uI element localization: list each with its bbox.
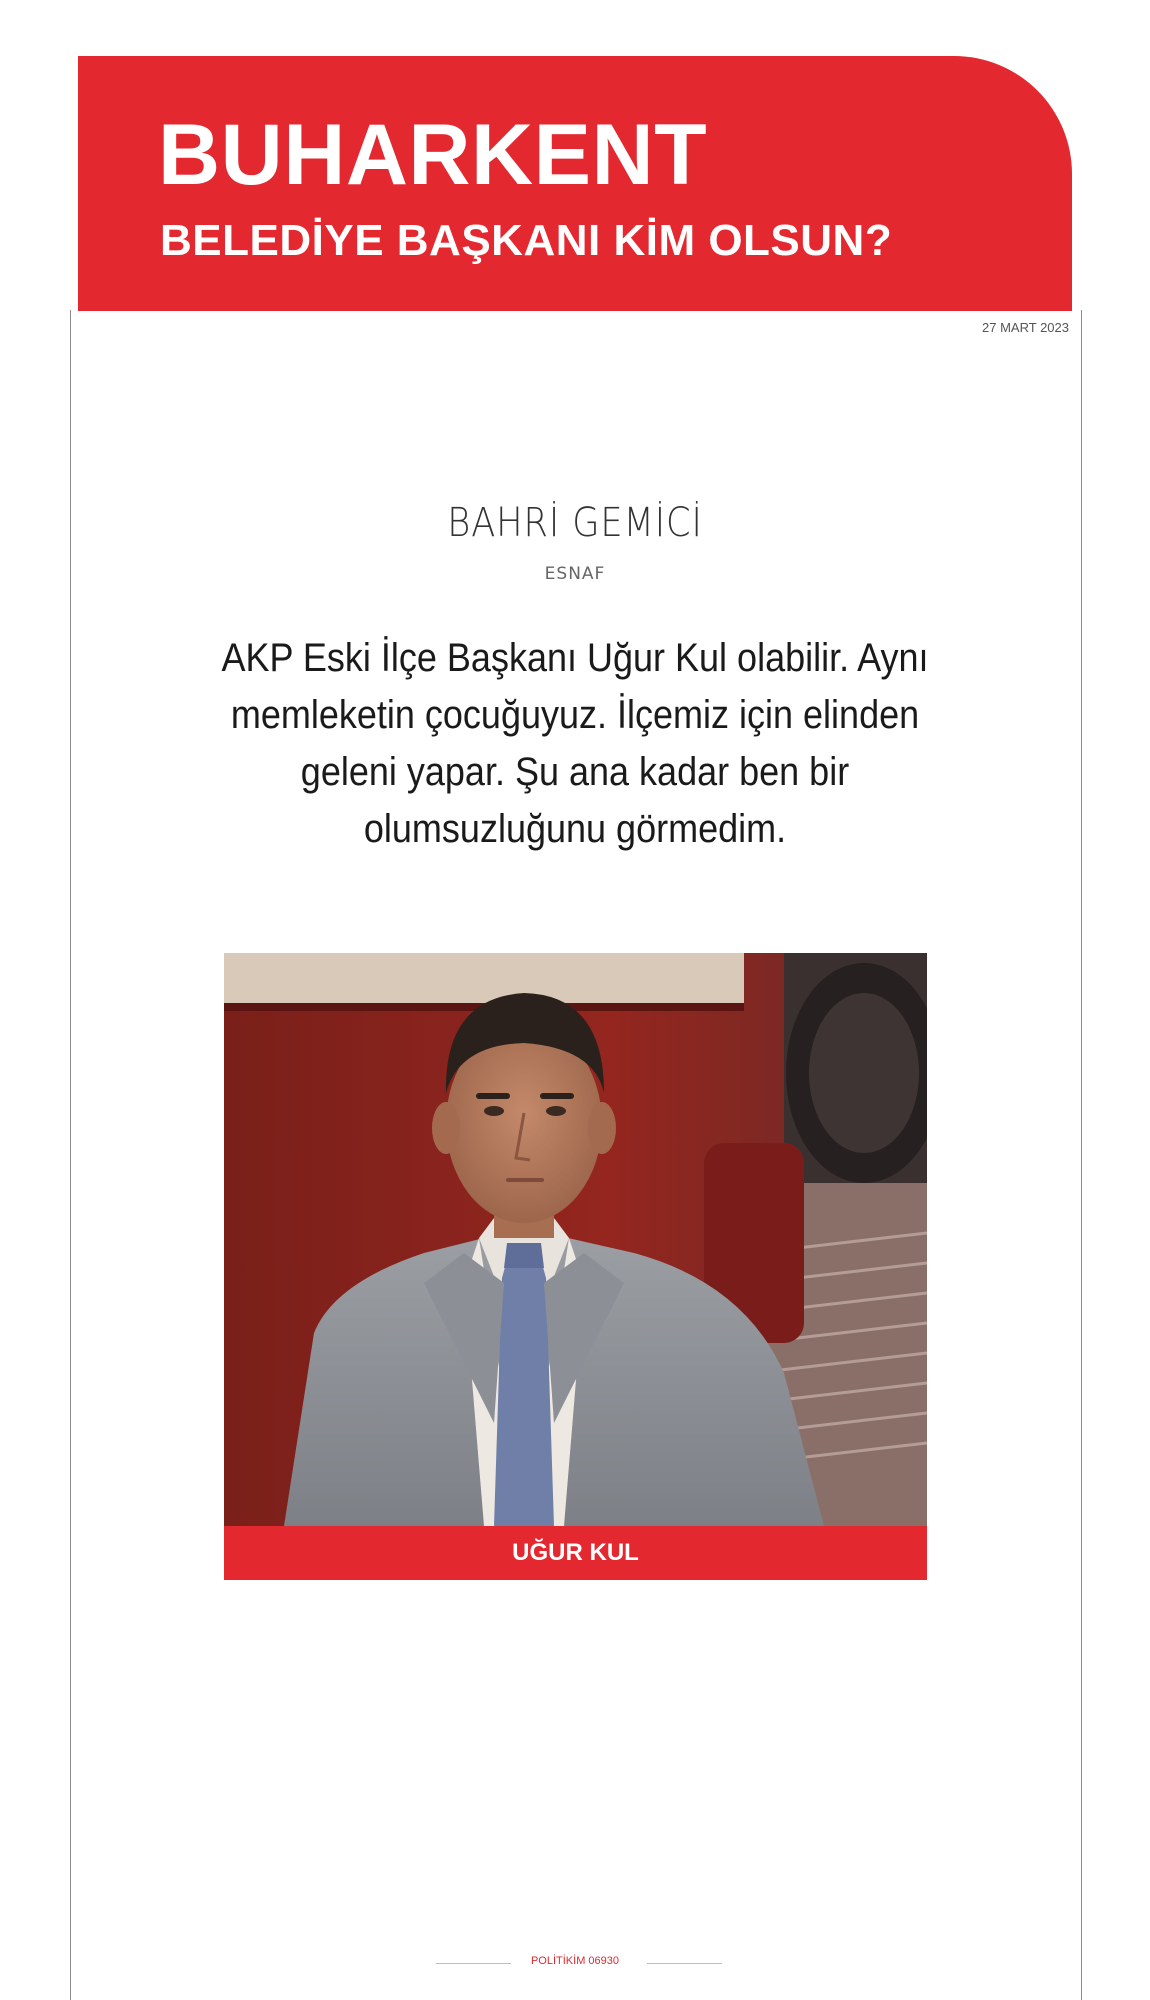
photo-caption: UĞUR KUL [224, 1526, 927, 1580]
publish-date: 27 MART 2023 [982, 320, 1069, 335]
footer-divider-right [647, 1963, 722, 1964]
header-title: BUHARKENT [158, 107, 708, 203]
candidate-photo [224, 953, 927, 1526]
header-banner [78, 56, 1072, 311]
person-name: BAHRİ GEMİCİ [447, 500, 703, 546]
person-profession: ESNAF [544, 564, 606, 584]
footer-brand: POLİTİKİM 06930 [530, 1955, 620, 1967]
quote-text: AKP Eski İlçe Başkanı Uğur Kul olabilir. Aynı memleketin çocuğuyuz. İlçemiz için elinden geleni yapar. Şu ana kadar ben bir olumsuzluğunu görmedim. [221, 636, 929, 851]
header-subtitle: BELEDİYE BAŞKANI KİM OLSUN? [160, 216, 893, 265]
